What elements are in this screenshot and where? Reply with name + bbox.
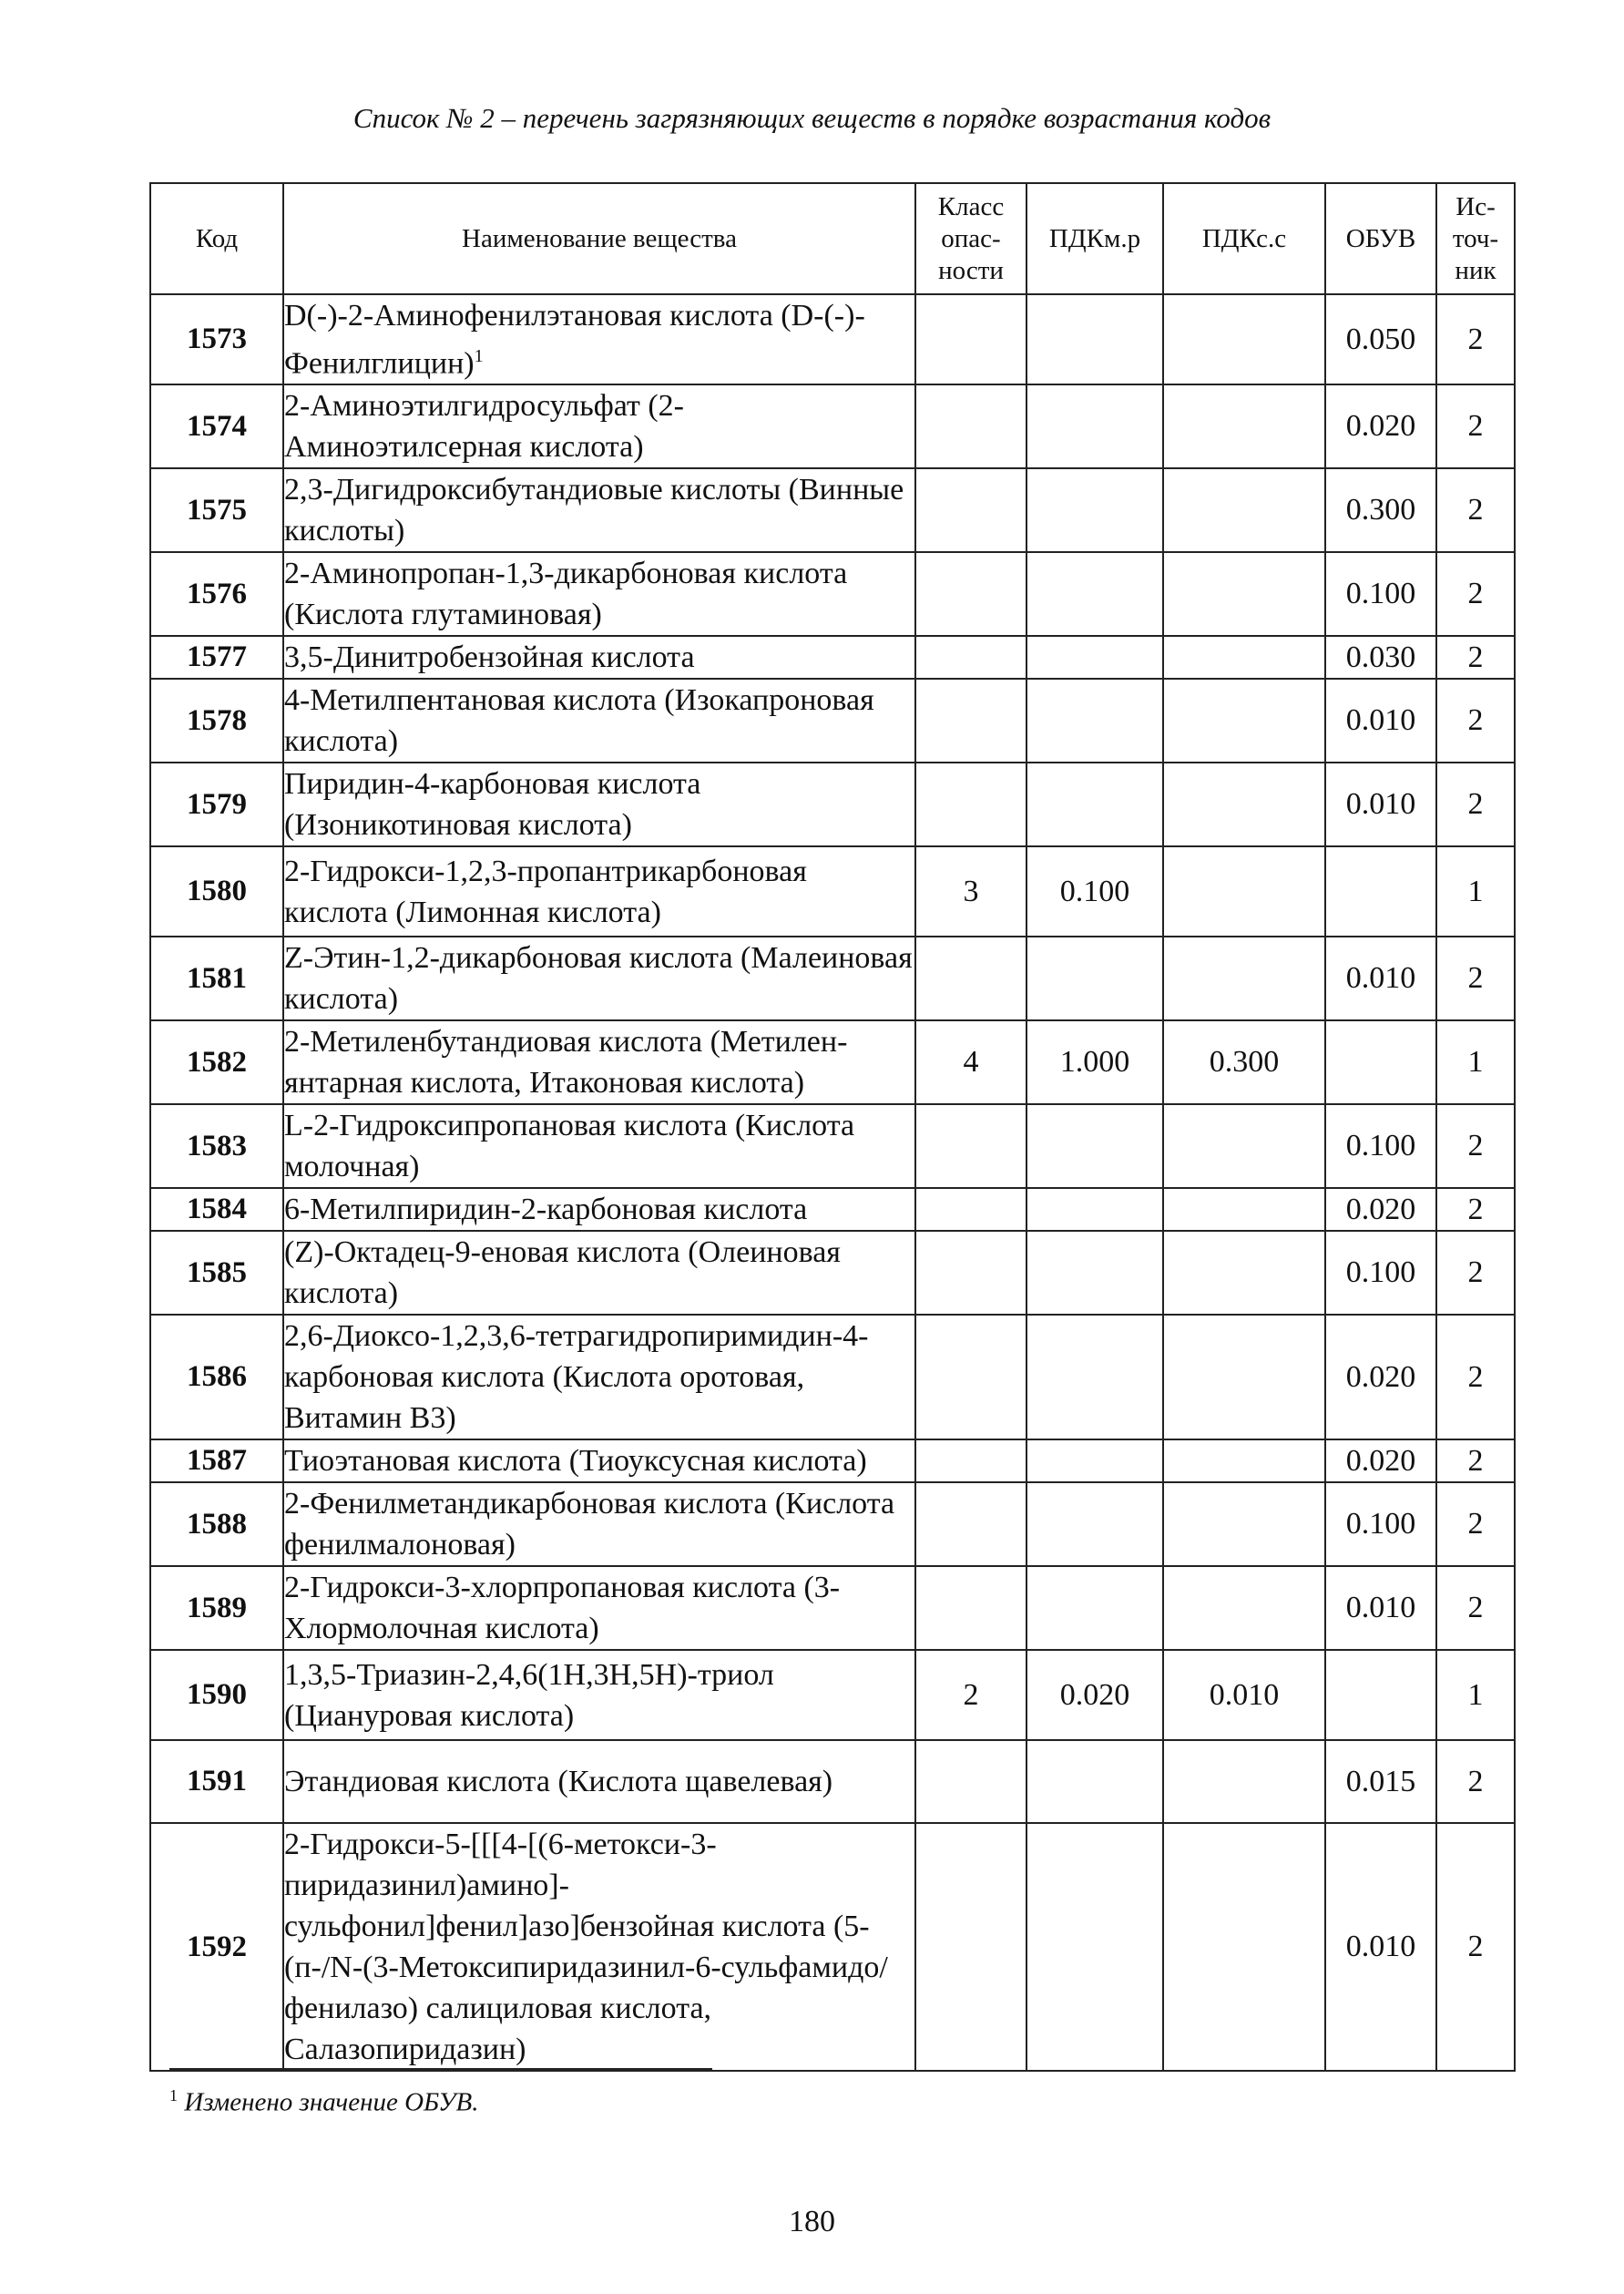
row-hazard-class <box>915 846 1026 937</box>
row-hazard-class-text: 2 <box>963 1677 979 1712</box>
row-pdk-ss <box>1163 1650 1325 1740</box>
row-hazard-class <box>915 294 1026 384</box>
row-hazard-class-text: 3 <box>963 874 979 908</box>
row-substance-name <box>283 1104 915 1188</box>
row-code-text: 1575 <box>187 493 247 527</box>
row-substance-name <box>283 1566 915 1650</box>
row-source-text: 2 <box>1467 1192 1484 1226</box>
footnote <box>169 2086 478 2118</box>
row-pdk-mr-text: 1.000 <box>1059 1045 1130 1080</box>
row-obuv-text: 0.030 <box>1345 640 1416 674</box>
row-substance-name-text: 2,3-Дигидроксибутандиовые кислоты (Винные кислоты) <box>284 473 904 548</box>
row-hazard-class <box>915 1020 1026 1104</box>
row-code <box>150 1231 283 1315</box>
row-code-text: 1579 <box>187 787 247 821</box>
row-pdk-mr <box>1026 1439 1163 1482</box>
row-obuv <box>1325 1231 1436 1315</box>
row-substance-name-text: Этандиовая кислота (Кислота щавелевая) <box>284 1765 833 1799</box>
row-source-text: 2 <box>1467 409 1484 444</box>
row-source <box>1436 294 1515 384</box>
row-hazard-class <box>915 1650 1026 1740</box>
row-hazard-class <box>915 1482 1026 1566</box>
row-substance-name <box>283 384 915 468</box>
row-obuv <box>1325 1823 1436 2071</box>
table-row <box>150 763 1515 846</box>
row-pdk-mr <box>1026 937 1163 1020</box>
row-substance-name <box>283 1650 915 1740</box>
row-substance-name-text: 2-Аминоэтилгидросульфат (2-Аминоэтилсерная кислота) <box>284 389 684 465</box>
row-pdk-mr <box>1026 679 1163 763</box>
row-substance-name <box>283 1315 915 1439</box>
row-pdk-mr <box>1026 636 1163 679</box>
table-header-row <box>150 183 1515 294</box>
row-source-text: 2 <box>1467 322 1484 356</box>
row-pdk-ss <box>1163 1188 1325 1231</box>
row-pdk-ss <box>1163 937 1325 1020</box>
row-source-text: 2 <box>1467 1507 1484 1541</box>
row-code <box>150 679 283 763</box>
row-source-text: 1 <box>1467 1677 1484 1712</box>
row-pdk-ss <box>1163 384 1325 468</box>
row-code-text: 1577 <box>187 640 247 674</box>
row-hazard-class <box>915 1740 1026 1823</box>
row-source-text: 2 <box>1467 493 1484 527</box>
row-substance-name <box>283 1740 915 1823</box>
row-source-text: 2 <box>1467 1930 1484 1964</box>
row-hazard-class <box>915 384 1026 468</box>
row-substance-name-text: 6-Метилпиридин-2-карбоновая кислота <box>284 1193 808 1227</box>
row-code-text: 1587 <box>187 1444 247 1478</box>
row-obuv-text: 0.020 <box>1345 1443 1416 1478</box>
row-pdk-mr <box>1026 294 1163 384</box>
row-obuv-text: 0.010 <box>1345 703 1416 738</box>
row-pdk-mr <box>1026 1231 1163 1315</box>
row-pdk-ss <box>1163 1823 1325 2071</box>
row-obuv <box>1325 763 1436 846</box>
row-source-text: 2 <box>1467 1591 1484 1625</box>
row-code <box>150 384 283 468</box>
row-code <box>150 294 283 384</box>
row-source <box>1436 1315 1515 1439</box>
table-row <box>150 1650 1515 1740</box>
row-code <box>150 846 283 937</box>
row-pdk-ss <box>1163 1482 1325 1566</box>
row-obuv-text: 0.020 <box>1345 409 1416 444</box>
row-obuv-text: 0.020 <box>1345 1192 1416 1226</box>
row-source <box>1436 679 1515 763</box>
row-pdk-ss <box>1163 552 1325 636</box>
row-substance-name <box>283 679 915 763</box>
row-substance-name <box>283 1439 915 1482</box>
row-obuv <box>1325 937 1436 1020</box>
row-hazard-class <box>915 1188 1026 1231</box>
row-pdk-mr <box>1026 1650 1163 1740</box>
table-row <box>150 1439 1515 1482</box>
row-hazard-class <box>915 1439 1026 1482</box>
row-source-text: 2 <box>1467 1443 1484 1478</box>
row-pdk-mr-text: 0.100 <box>1059 874 1130 908</box>
pollutants-table <box>149 182 1516 2072</box>
row-substance-name <box>283 1020 915 1104</box>
row-pdk-mr <box>1026 1566 1163 1650</box>
row-substance-name <box>283 1188 915 1231</box>
header-code: Код <box>150 183 283 294</box>
row-obuv-text: 0.100 <box>1345 1255 1416 1290</box>
row-source-text: 2 <box>1467 1359 1484 1394</box>
row-code <box>150 1104 283 1188</box>
row-obuv-text: 0.010 <box>1345 787 1416 822</box>
row-code <box>150 1315 283 1439</box>
row-pdk-ss <box>1163 846 1325 937</box>
row-substance-name-text: 2-Гидрокси-1,2,3-пропантрикарбоновая кислота (Лимонная кислота) <box>284 854 807 929</box>
table-row <box>150 1188 1515 1231</box>
row-pdk-mr <box>1026 552 1163 636</box>
row-pdk-mr <box>1026 384 1163 468</box>
row-obuv <box>1325 1740 1436 1823</box>
row-code-text: 1586 <box>187 1360 247 1394</box>
row-source <box>1436 1439 1515 1482</box>
row-obuv <box>1325 1482 1436 1566</box>
row-code-text: 1589 <box>187 1591 247 1624</box>
row-pdk-ss <box>1163 468 1325 552</box>
row-code <box>150 1020 283 1104</box>
row-obuv-text: 0.010 <box>1345 961 1416 996</box>
row-substance-name-text: L-2-Гидроксипропановая кислота (Кислота молочная) <box>284 1109 855 1184</box>
row-pdk-mr <box>1026 846 1163 937</box>
list-caption: Список № 2 – перечень загрязняющих веществ в порядке возрастания кодов <box>352 102 1272 134</box>
table-row <box>150 294 1515 384</box>
row-substance-name-text: Пиридин-4-карбоновая кислота (Изоникотиновая кислота) <box>284 767 701 843</box>
row-hazard-class <box>915 1823 1026 2071</box>
table-row <box>150 1482 1515 1566</box>
row-code <box>150 1482 283 1566</box>
row-obuv-text: 0.010 <box>1345 1930 1416 1964</box>
row-pdk-mr <box>1026 1188 1163 1231</box>
row-obuv <box>1325 1315 1436 1439</box>
row-substance-name-text: 2-Гидрокси-3-хлорпропановая кислота (3-Хлормолочная кислота) <box>284 1571 841 1646</box>
row-hazard-class-text: 4 <box>963 1045 979 1080</box>
table-row <box>150 1315 1515 1439</box>
row-pdk-ss-text: 0.300 <box>1209 1045 1280 1080</box>
row-pdk-mr <box>1026 1482 1163 1566</box>
row-source <box>1436 1823 1515 2071</box>
row-obuv <box>1325 468 1436 552</box>
row-source <box>1436 468 1515 552</box>
row-source <box>1436 937 1515 1020</box>
row-code <box>150 1740 283 1823</box>
row-source-text: 2 <box>1467 640 1484 674</box>
row-source-text: 2 <box>1467 1764 1484 1798</box>
row-obuv-text: 0.300 <box>1345 493 1416 527</box>
row-pdk-ss <box>1163 1740 1325 1823</box>
row-obuv-text: 0.010 <box>1345 1591 1416 1625</box>
row-pdk-mr <box>1026 1104 1163 1188</box>
row-code-text: 1582 <box>187 1045 247 1079</box>
table-row <box>150 552 1515 636</box>
row-pdk-ss <box>1163 1315 1325 1439</box>
row-obuv <box>1325 1188 1436 1231</box>
row-hazard-class <box>915 552 1026 636</box>
row-substance-name <box>283 763 915 846</box>
header-pdk-ss: ПДКс.с <box>1163 183 1325 294</box>
table-row <box>150 1020 1515 1104</box>
row-pdk-ss <box>1163 1231 1325 1315</box>
footnote-text: Изменено значение ОБУВ. <box>184 2087 479 2117</box>
header-source: Ис- точ- ник <box>1436 183 1515 294</box>
row-substance-name <box>283 294 915 384</box>
row-code <box>150 763 283 846</box>
row-substance-name-text: 2-Гидрокси-5-[[[4-[(6-метокси-3-пиридазинил)амино]-сульфонил]фенил]азо]бензойная кислота (5-(п-/N-(3-Метоксипиридазинил-6-сульфамидо/фенилазо) салициловая кислота, Салазопиридазин) <box>284 1828 888 2067</box>
row-substance-name-text: 2,6-Диоксо-1,2,3,6-тетрагидропиримидин-4-карбоновая кислота (Кислота оротовая, Витамин В3) <box>284 1319 869 1436</box>
row-source <box>1436 1650 1515 1740</box>
row-obuv-text: 0.100 <box>1345 1507 1416 1541</box>
row-source-text: 1 <box>1467 874 1484 908</box>
row-obuv-text: 0.015 <box>1345 1764 1416 1798</box>
row-source <box>1436 1482 1515 1566</box>
row-source-text: 2 <box>1467 1129 1484 1163</box>
table-row <box>150 937 1515 1020</box>
footnote-ref: 1 <box>474 346 484 366</box>
row-substance-name <box>283 552 915 636</box>
row-substance-name <box>283 1823 915 2071</box>
table-row <box>150 1566 1515 1650</box>
table-row <box>150 636 1515 679</box>
row-pdk-ss-text: 0.010 <box>1209 1677 1280 1712</box>
row-source <box>1436 846 1515 937</box>
row-substance-name-text: 1,3,5-Триазин-2,4,6(1H,3H,5H)-триол (Циануровая кислота) <box>284 1657 774 1733</box>
row-pdk-ss <box>1163 294 1325 384</box>
row-source <box>1436 763 1515 846</box>
table-row <box>150 846 1515 937</box>
row-obuv <box>1325 1439 1436 1482</box>
row-obuv <box>1325 552 1436 636</box>
row-code <box>150 552 283 636</box>
row-obuv <box>1325 846 1436 937</box>
row-obuv <box>1325 679 1436 763</box>
row-substance-name-text: 2-Метиленбутандиовая кислота (Метиленянтарная кислота, Итаконовая кислота) <box>284 1025 848 1101</box>
header-pdk-mr: ПДКм.р <box>1026 183 1163 294</box>
row-hazard-class <box>915 1104 1026 1188</box>
row-hazard-class <box>915 937 1026 1020</box>
table-row <box>150 1231 1515 1315</box>
row-substance-name-text: 2-Фенилметандикарбоновая кислота (Кислота фенилмалоновая) <box>284 1487 895 1562</box>
row-substance-name <box>283 468 915 552</box>
row-code <box>150 468 283 552</box>
row-code-text: 1590 <box>187 1678 247 1712</box>
table-row <box>150 679 1515 763</box>
row-pdk-ss <box>1163 1020 1325 1104</box>
row-substance-name-text: 4-Метилпентановая кислота (Изокапроновая кислота) <box>284 683 874 759</box>
row-code-text: 1581 <box>187 961 247 995</box>
row-obuv <box>1325 1650 1436 1740</box>
row-code-text: 1591 <box>187 1765 247 1798</box>
row-source <box>1436 1740 1515 1823</box>
row-source-text: 2 <box>1467 961 1484 996</box>
row-substance-name-text: (Z)-Октадец-9-еновая кислота (Олеиновая кислота) <box>284 1235 841 1311</box>
table-row <box>150 1740 1515 1823</box>
row-source-text: 2 <box>1467 787 1484 822</box>
row-hazard-class <box>915 763 1026 846</box>
row-hazard-class <box>915 679 1026 763</box>
footnote-rule <box>169 2068 712 2070</box>
row-code-text: 1584 <box>187 1193 247 1226</box>
row-pdk-ss <box>1163 636 1325 679</box>
header-obuv: ОБУВ <box>1325 183 1436 294</box>
row-source <box>1436 1104 1515 1188</box>
row-substance-name-text: Z-Этин-1,2-дикарбоновая кислота (Малеиновая кислота) <box>284 941 913 1017</box>
row-code <box>150 937 283 1020</box>
row-source <box>1436 1566 1515 1650</box>
row-source <box>1436 384 1515 468</box>
row-code <box>150 1823 283 2071</box>
row-hazard-class <box>915 636 1026 679</box>
row-obuv <box>1325 636 1436 679</box>
row-substance-name <box>283 1482 915 1566</box>
row-pdk-ss <box>1163 1439 1325 1482</box>
row-code-text: 1576 <box>187 577 247 610</box>
row-pdk-ss <box>1163 1566 1325 1650</box>
row-code <box>150 1439 283 1482</box>
row-code <box>150 1188 283 1231</box>
row-substance-name-text: 2-Аминопропан-1,3-дикарбоновая кислота (Кислота глутаминовая) <box>284 557 848 632</box>
row-source <box>1436 552 1515 636</box>
page-number: 180 <box>789 2205 835 2238</box>
row-source <box>1436 1020 1515 1104</box>
table-row <box>150 384 1515 468</box>
header-hazard-class: Класс опас- ности <box>915 183 1026 294</box>
row-code <box>150 1566 283 1650</box>
row-obuv-text: 0.020 <box>1345 1359 1416 1394</box>
row-pdk-ss <box>1163 763 1325 846</box>
row-pdk-mr <box>1026 1740 1163 1823</box>
row-hazard-class <box>915 1231 1026 1315</box>
row-code-text: 1585 <box>187 1255 247 1289</box>
row-code-text: 1592 <box>187 1930 247 1963</box>
row-obuv <box>1325 1020 1436 1104</box>
row-obuv <box>1325 384 1436 468</box>
row-code <box>150 1650 283 1740</box>
row-substance-name <box>283 937 915 1020</box>
row-obuv <box>1325 1566 1436 1650</box>
row-source <box>1436 1231 1515 1315</box>
row-obuv-text: 0.050 <box>1345 322 1416 356</box>
row-code-text: 1578 <box>187 703 247 737</box>
row-substance-name-text: D(-)-2-Аминофенилэтановая кислота (D-(-)-Фенилглицин) <box>284 299 865 381</box>
row-obuv <box>1325 1104 1436 1188</box>
row-pdk-mr <box>1026 763 1163 846</box>
row-pdk-mr <box>1026 468 1163 552</box>
row-code-text: 1588 <box>187 1507 247 1541</box>
row-substance-name-text: 3,5-Динитробензойная кислота <box>284 640 695 675</box>
row-code <box>150 636 283 679</box>
row-pdk-ss <box>1163 679 1325 763</box>
row-code-text: 1580 <box>187 875 247 908</box>
table-row <box>150 468 1515 552</box>
row-source-text: 2 <box>1467 703 1484 738</box>
row-pdk-ss <box>1163 1104 1325 1188</box>
row-obuv <box>1325 294 1436 384</box>
row-hazard-class <box>915 1315 1026 1439</box>
row-substance-name <box>283 846 915 937</box>
row-source-text: 1 <box>1467 1045 1484 1080</box>
row-pdk-mr-text: 0.020 <box>1059 1677 1130 1712</box>
row-code-text: 1574 <box>187 409 247 443</box>
row-obuv-text: 0.100 <box>1345 577 1416 611</box>
table-row <box>150 1104 1515 1188</box>
row-substance-name <box>283 636 915 679</box>
row-code-text: 1573 <box>187 323 247 356</box>
row-substance-name <box>283 1231 915 1315</box>
row-substance-name-text: Тиоэтановая кислота (Тиоуксусная кислота) <box>284 1444 867 1479</box>
row-hazard-class <box>915 1566 1026 1650</box>
row-source <box>1436 636 1515 679</box>
row-source-text: 2 <box>1467 1255 1484 1290</box>
row-hazard-class <box>915 468 1026 552</box>
table-row <box>150 1823 1515 2071</box>
footnote-mark: 1 <box>169 2086 178 2105</box>
row-obuv-text: 0.100 <box>1345 1129 1416 1163</box>
header-name: Наименование вещества <box>283 183 915 294</box>
row-pdk-mr <box>1026 1315 1163 1439</box>
row-source <box>1436 1188 1515 1231</box>
row-pdk-mr <box>1026 1823 1163 2071</box>
row-source-text: 2 <box>1467 577 1484 611</box>
row-pdk-mr <box>1026 1020 1163 1104</box>
row-code-text: 1583 <box>187 1129 247 1162</box>
